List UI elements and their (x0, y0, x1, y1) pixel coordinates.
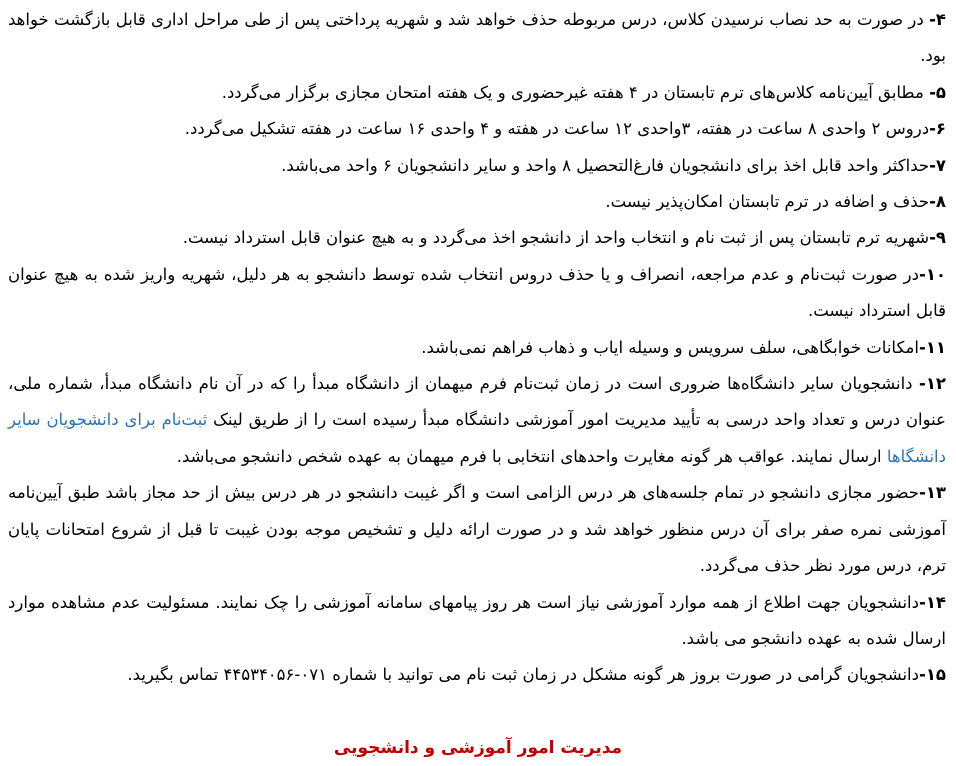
rule-number: ۹- (929, 228, 946, 248)
rule-item-12 (8, 366, 946, 475)
rule-number: ۱۴- (918, 592, 946, 612)
rule-text: در صورت به حد نصاب نرسیدن کلاس، درس مربوطه حذف خواهد شد و شهریه پرداختی پس از طی مراحل اداری قابل بازگشت خواهد بود. (8, 10, 946, 66)
rule-number: ۷- (929, 155, 946, 175)
rule-text: شهریه ترم تابستان پس از ثبت نام و انتخاب واحد از دانشجو اخذ می‌گردد و به هیچ عنوان قابل استرداد نیست. (182, 228, 930, 248)
rule-item-8 (8, 184, 946, 220)
rule-text: حذف و اضافه در ترم تابستان امکان‌پذیر نیست. (605, 192, 930, 212)
regulations-list (8, 2, 946, 694)
rule-text: دروس ۲ واحدی ۸ ساعت در هفته، ۳واحدی ۱۲ ساعت در هفته و ۴ واحدی ۱۶ ساعت در هفته تشکیل می‌گردد. (184, 119, 930, 139)
rule-item-9 (8, 220, 946, 256)
rule-number: ۸- (929, 192, 946, 212)
rule-number: ۱۲- (918, 374, 946, 394)
rule-number: ۱۱- (918, 337, 946, 357)
rule-item-7 (8, 148, 946, 184)
rule-number: ۱۳- (918, 483, 946, 503)
rule-number: ۶- (929, 119, 946, 139)
rule-text: دانشجویان سایر دانشگاه‌ها ضروری است در زمان ثبت‌نام فرم میهمان از دانشگاه مبدأ را که در آن نام دانشگاه مبدأ، شماره ملی، عنوان درس و تعداد واحد درسی به تأیید مدیریت امور آموزشی دانشگاه مبدأ رسیده است را از طریق لینک (8, 374, 946, 430)
rule-text: حضور مجازی دانشجو در تمام جلسه‌های هر درس الزامی است و اگر غیبت دانشجو در هر درس بیش از حد مجاز باشد طبق آیین‌نامه آموزشی نمره صفر برای آن درس منظور خواهد شد و در صورت ارائه دلیل و تشخیص موجه بودن غیبت تا قبل از شروع امتحانات پایان ترم، درس مورد نظر حذف می‌گردد. (8, 483, 946, 576)
guest-registration-link[interactable]: ثبت‌نام برای دانشجویان سایر دانشگاها (8, 410, 946, 466)
rule-item-5 (8, 75, 946, 111)
rule-number: ۴- (929, 10, 946, 29)
rule-number: ۱۵- (918, 665, 946, 685)
rule-text: دانشجویان جهت اطلاع از همه موارد آموزشی نیاز است هر روز پیامهای سامانه آموزشی را چک نمایند. مسئولیت عدم مشاهده موارد ارسال شده به عهده دانشجو می باشد. (8, 592, 946, 648)
rule-text: در صورت ثبت‌نام و عدم مراجعه، انصراف و یا حذف دروس انتخاب شده توسط دانشجو به هر دلیل، شهریه واریز شده به هیچ عنوان قابل استرداد نیست. (8, 264, 946, 321)
rule-item-15 (8, 657, 946, 693)
rule-text: مطابق آیین‌نامه کلاس‌های ترم تابستان در ۴ هفته غیرحضوری و یک هفته امتحان مجازی برگزار می‌گردد. (221, 82, 930, 102)
rule-item-13 (8, 475, 946, 584)
rule-number: ۱۰- (918, 264, 946, 284)
rule-item-6 (8, 111, 946, 147)
rule-item-14 (8, 585, 946, 658)
rule-text: حداکثر واحد قابل اخذ برای دانشجویان فارغ‌التحصیل ۸ واحد و سایر دانشجویان ۶ واحد می‌باشد. (281, 155, 930, 175)
rule-item-10 (8, 257, 946, 330)
rule-item-11 (8, 330, 946, 366)
rule-number: ۵- (929, 82, 946, 102)
rule-text: دانشجویان گرامی در صورت بروز هر گونه مشکل در زمان ثبت نام می توانید با شماره ۰۷۱-۴۴۵۳۴۰۵۶ تماس بگیرید. (127, 665, 919, 685)
signature-footer: مدیریت امور آموزشی و دانشجویی (333, 738, 623, 758)
rule-text: امکانات خوابگاهی، سلف سرویس و وسیله ایاب و ذهاب فراهم نمی‌باشد. (421, 337, 919, 357)
rule-text: ارسال نمایند. عواقب هر گونه مغایرت واحدهای انتخابی با فرم میهمان به عهده شخص دانشجو می‌باشد. (176, 446, 887, 466)
rule-item-4 (8, 2, 946, 75)
